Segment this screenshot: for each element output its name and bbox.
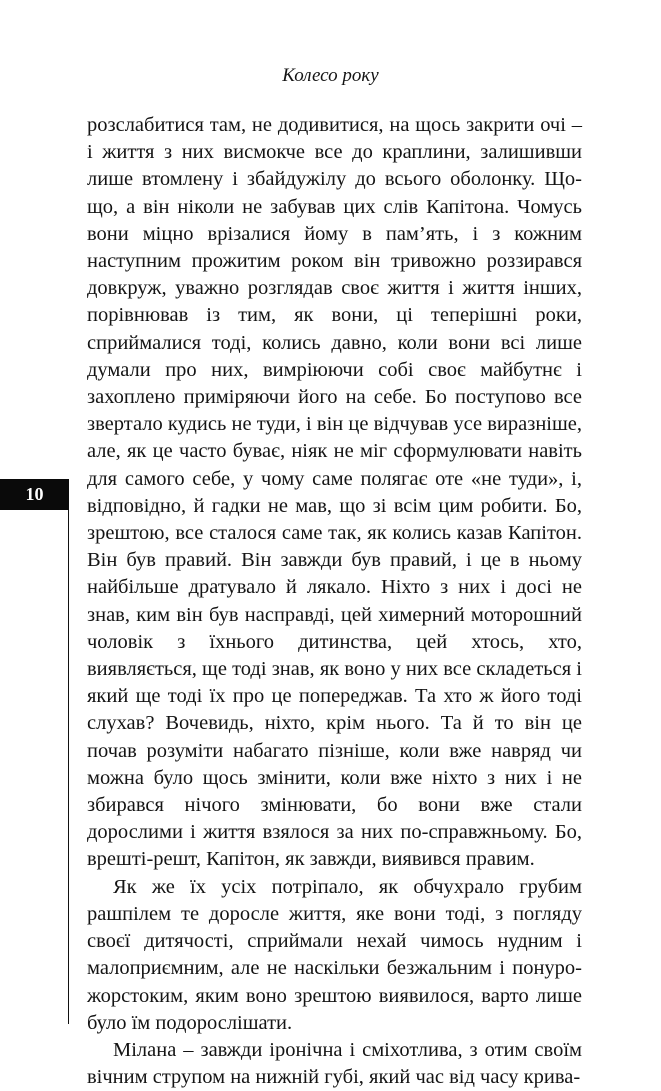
body-text xyxy=(87,112,582,1091)
paragraph-1: розслабитися там, не додивитися, на щось закрити очі – і життя з них висмокче все до краплини, залишивши лише втомлену і збайдужілу до всього оболонку. Що-що, а він ніколи не забував цих слів Капітона. Чомусь вони міцно врізалися йому в пам’ять, і з кожним наступним прожитим роком він тривожно роззирався довкруж, уважно розглядав своє життя і життя інших, порівнював із тим, як вони, ці теперішні роки, сприймалися тоді, колись давно, коли вони всі лише думали про них, вимріюючи собі своє майбутнє і захоплено приміряючи його на себе. Бо поступово все звертало кудись не туди, і він це відчував усе виразніше, але, як це часто буває, ніяк не міг сформулювати навіть для самого себе, у чому саме полягає оте «не туди», і, відповідно, й гадки не мав, що зі всім цим робити. Бо, зрештою, все сталося саме так, як колись казав Капітон. Він був правий. Він завжди був правий, і це в ньому найбільше дратувало й лякало. Ніхто з них і досі не знав, ким він був насправді, цей химерний моторошний чоловік з їхнього дитинства, цей хтось, хто, виявляється, ще тоді знав, як воно у них все складеться і який ще тоді їх про це попереджав. Та хто ж його тоді слухав? Вочевидь, ніхто, крім нього. Та й то він це почав розуміти набагато пізніше, коли вже навряд чи можна було щось змінити, коли вже ніхто з них і не збирався нічого змінювати, бо вони вже стали дорослими і життя взялося за них по-справжньому. Бо, врешті-решт, Капітон, як завжди, виявився правим. xyxy=(87,114,582,871)
margin-rule xyxy=(68,510,69,1024)
page-number-tab: 10 xyxy=(0,479,69,510)
paragraph-2: Як же їх усіх потріпало, як обчухрало грубим рашпілем те доросле життя, яке вони тоді, з погляду своєї дитячості, сприймали нехай чимось нудним і малоприємним, але не наскільки безжальним і понуро-жорстоким, яким воно зрештою виявилося, варто лише було їм подорослішати. xyxy=(87,875,582,1034)
paragraph-3: Мілана – завжди іронічна і сміхотлива, з отим своїм вічним струпом на нижній губі, який час від часу крива- xyxy=(87,1038,582,1089)
running-head-title: Колесо року xyxy=(282,65,379,86)
